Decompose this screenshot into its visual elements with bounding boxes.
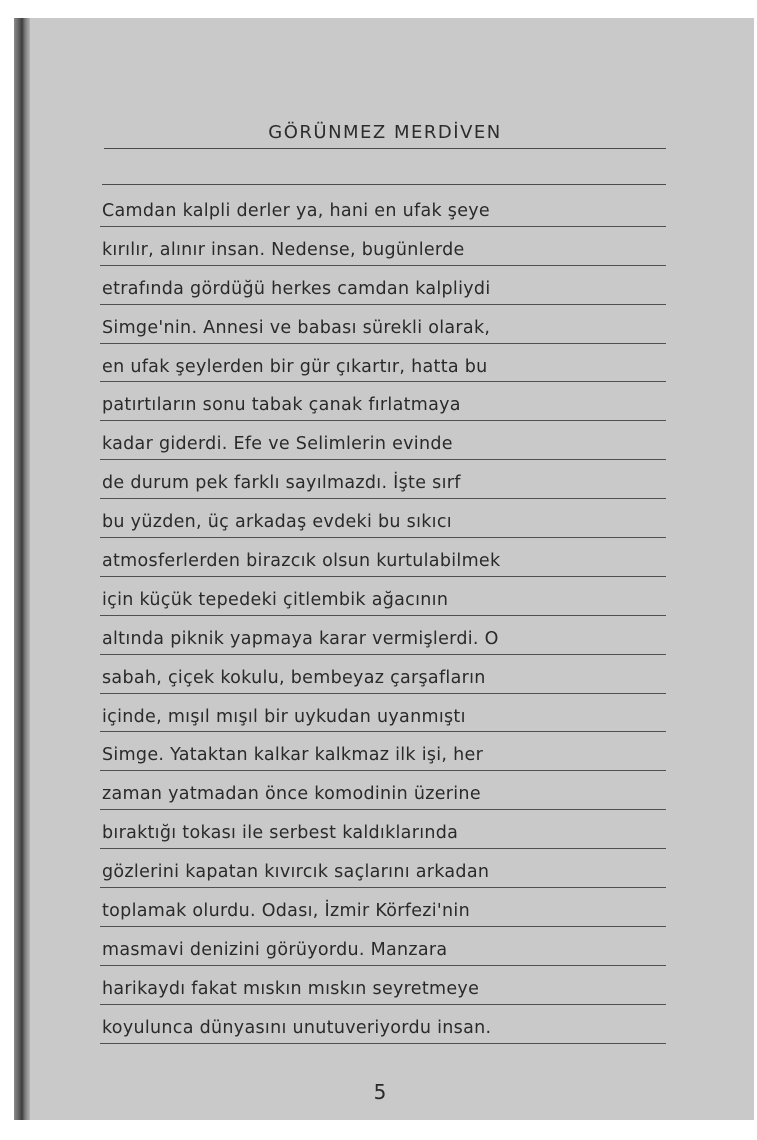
text-line: harikaydı fakat mıskın mıskın seyretmeye [100, 966, 666, 1005]
handwritten-text-block [100, 188, 666, 1044]
page-title: GÖRÜNMEZ MERDİVEN [104, 118, 666, 149]
text-line: kadar giderdi. Efe ve Selimlerin evinde [100, 421, 666, 460]
text-line: kırılır, alınır insan. Nedense, bugünlerde [100, 227, 666, 266]
text-line: sabah, çiçek kokulu, bembeyaz çarşafların [100, 655, 666, 694]
text-line: Simge'nin. Annesi ve babası sürekli olarak, [100, 305, 666, 344]
text-line: etrafında gördüğü herkes camdan kalpliydi [100, 266, 666, 305]
text-line: Camdan kalpli derler ya, hani en ufak şeye [100, 188, 666, 227]
text-line: için küçük tepedeki çitlembik ağacının [100, 577, 666, 616]
text-line: Simge. Yataktan kalkar kalkmaz ilk işi, her [100, 732, 666, 771]
text-line: toplamak olurdu. Odası, İzmir Körfezi'nin [100, 888, 666, 927]
text-line: de durum pek farklı sayılmazdı. İşte sırf [100, 460, 666, 499]
page-number: 5 [373, 1080, 387, 1104]
page-binding-edge [14, 18, 30, 1120]
text-line: içinde, mışıl mışıl bir uykudan uyanmıştı [100, 694, 666, 733]
text-line: koyulunca dünyasını unutuveriyordu insan. [100, 1005, 666, 1044]
ruled-line-blank [102, 184, 666, 185]
text-line: atmosferlerden birazcık olsun kurtulabilmek [100, 538, 666, 577]
text-line: bu yüzden, üç arkadaş evdeki bu sıkıcı [100, 499, 666, 538]
text-line: gözlerini kapatan kıvırcık saçlarını arkadan [100, 849, 666, 888]
text-line: masmavi denizini görüyordu. Manzara [100, 927, 666, 966]
text-line: zaman yatmadan önce komodinin üzerine [100, 771, 666, 810]
text-line: altında piknik yapmaya karar vermişlerdi. O [100, 616, 666, 655]
text-line: patırtıların sonu tabak çanak fırlatmaya [100, 382, 666, 421]
text-line: en ufak şeylerden bir gür çıkartır, hatta bu [100, 344, 666, 383]
text-line: bıraktığı tokası ile serbest kaldıklarında [100, 810, 666, 849]
